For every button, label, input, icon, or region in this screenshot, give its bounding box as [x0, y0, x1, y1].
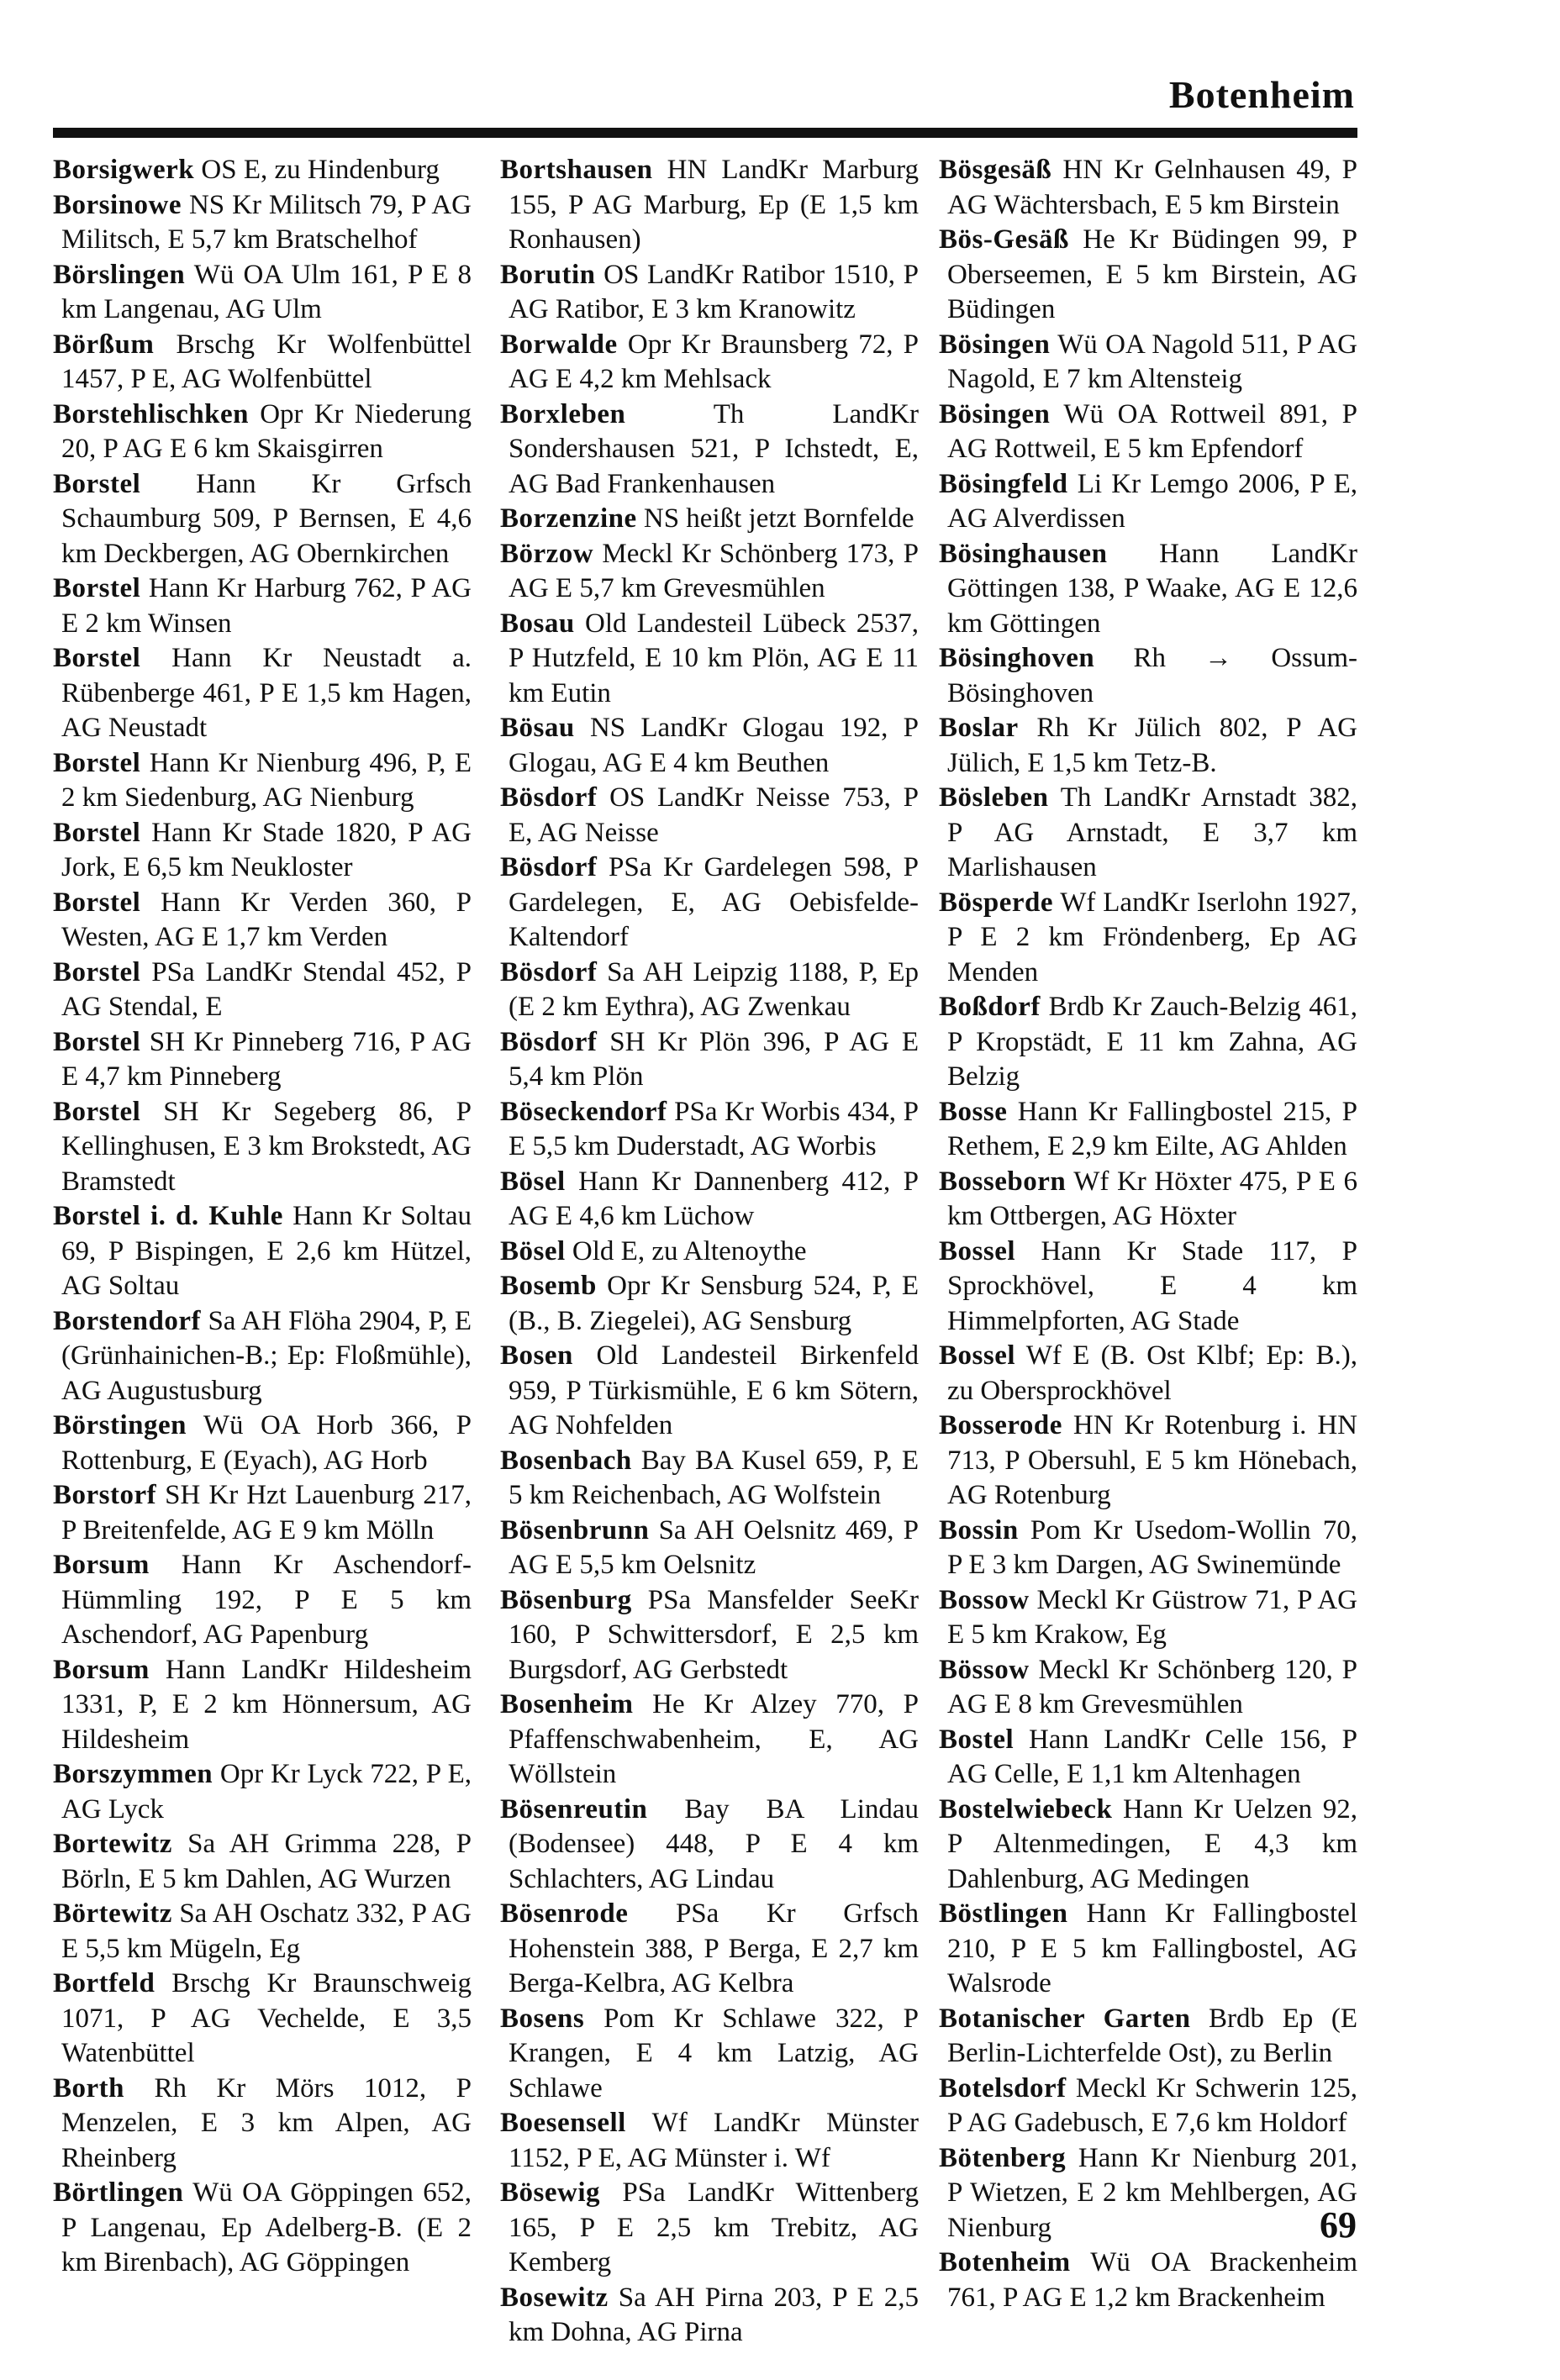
entry-details: Hann Kr Verden 360, P Westen, AG E 1,7 km Verden [61, 887, 472, 952]
entry-details: Old Landesteil Birkenfeld 959, P Türkismühle, E 6 km Sötern, AG Nohfelden [509, 1340, 919, 1440]
entry-details: Wü OA Horb 366, P Rottenburg, E (Eyach), AG Horb [61, 1410, 472, 1476]
entry-place-name: Borsum [53, 1550, 150, 1580]
running-head: Botenheim [1168, 73, 1355, 116]
gazetteer-entry [500, 1235, 919, 1270]
entry-details: OS LandKr Neisse 753, P E, AG Neisse [509, 782, 919, 848]
entry-details: Hann Kr Fallingbostel 215, P Rethem, E 2,9 km Eilte, AG Ahlden [947, 1096, 1358, 1161]
entry-place-name: Bortewitz [53, 1829, 172, 1859]
entry-place-name: Bösenburg [500, 1584, 632, 1615]
entry-place-name: Borutin [500, 259, 596, 290]
entry-details: Hann Kr Stade 117, P Sprockhövel, E 4 km Himmelpforten, AG Stade [947, 1235, 1357, 1336]
gazetteer-entry [500, 1514, 919, 1583]
entry-details: Bay BA Kusel 659, P, E 5 km Reichenbach, AG Wolfstein [509, 1445, 919, 1510]
entry-details: Brdb Ep (E Berlin-Lichterfelde Ost), zu Berlin [947, 2003, 1357, 2068]
entry-details: He Kr Büdingen 99, P Oberseemen, E 5 km Birstein, AG Büdingen [947, 224, 1358, 324]
gazetteer-entry [500, 328, 919, 398]
entry-details: Old E, zu Altenoythe [572, 1235, 807, 1266]
gazetteer-entry [53, 1757, 472, 1827]
entry-details: Hann Kr Neustadt a. Rübenberge 461, P E 1,5 km Hagen, AG Neustadt [61, 643, 472, 743]
entry-details: PSa LandKr Wittenberg 165, P E 2,5 km Trebitz, AG Kemberg [509, 2177, 920, 2277]
gazetteer-entry [939, 1514, 1357, 1583]
entry-place-name: Bösingfeld [939, 468, 1068, 499]
entry-details: Sa AH Grimma 228, P Börln, E 5 km Dahlen, AG Wurzen [61, 1829, 472, 1894]
gazetteer-entry [500, 502, 919, 537]
entry-place-name: Böseckendorf [500, 1096, 667, 1127]
entry-details: PSa Mansfelder SeeKr 160, P Schwittersdorf, E 2,5 km Burgsdorf, AG Gerbstedt [509, 1584, 919, 1685]
gazetteer-entry [500, 781, 919, 850]
entry-details: Th LandKr Arnstadt 382, P AG Arnstadt, E 3,7 km Marlishausen [947, 782, 1358, 882]
entry-place-name: Bortfeld [53, 1968, 155, 1998]
gazetteer-entry [53, 956, 472, 1025]
entry-place-name: Boslar [939, 713, 1019, 743]
entry-place-name: Borstel [53, 643, 141, 673]
entry-place-name: Borstel [53, 887, 141, 918]
entry-details: OS E, zu Hindenburg [201, 155, 440, 185]
entry-details: Wü OA Nagold 511, P AG Nagold, E 7 km Altensteig [947, 329, 1358, 394]
gazetteer-entry [939, 467, 1357, 537]
entry-details: He Kr Alzey 770, P Pfaffenschwabenheim, E, AG Wöllstein [509, 1689, 919, 1789]
gazetteer-entry [939, 641, 1357, 711]
entry-place-name: Bostel [939, 1724, 1015, 1755]
entry-place-name: Bösperde [939, 887, 1053, 918]
entry-details: Opr Kr Braunsberg 72, P AG E 4,2 km Mehlsack [509, 329, 920, 394]
entry-details: Pom Kr Usedom-Wollin 70, P E 3 km Dargen, AG Swinemünde [947, 1514, 1357, 1580]
entry-details: Wü OA Göppingen 652, P Langenau, Ep Adelberg-B. (E 2 km Birenbach), AG Göppingen [61, 2177, 472, 2277]
gazetteer-entry [53, 641, 472, 746]
gazetteer-entry [500, 2106, 919, 2176]
entry-place-name: Boßdorf [939, 992, 1041, 1022]
entry-place-name: Bötenberg [939, 2142, 1067, 2173]
gazetteer-entry [53, 2176, 472, 2281]
gazetteer-entry [500, 1583, 919, 1688]
entry-place-name: Bösleben [939, 782, 1049, 813]
gazetteer-entry [939, 2072, 1357, 2141]
entry-place-name: Borstel [53, 573, 141, 603]
gazetteer-entry [500, 2002, 919, 2107]
entry-place-name: Borstel [53, 747, 141, 778]
entry-place-name: Bösenbrunn [500, 1514, 650, 1545]
gazetteer-entry [500, 1025, 919, 1095]
entry-details: HN Kr Gelnhausen 49, P AG Wächtersbach, E 5 km Birstein [947, 155, 1357, 220]
page-number: 69 [1320, 2204, 1357, 2246]
gazetteer-entry [53, 398, 472, 467]
entry-details: SH Kr Segeberg 86, P Kellinghusen, E 3 km Brokstedt, AG Bramstedt [61, 1096, 472, 1197]
gazetteer-entry [939, 781, 1357, 886]
entry-place-name: Borstel [53, 817, 141, 848]
gazetteer-entry [939, 1793, 1357, 1898]
entry-place-name: Bösel [500, 1166, 566, 1197]
gazetteer-entry [500, 1793, 919, 1898]
entry-place-name: Botelsdorf [939, 2072, 1067, 2104]
entry-place-name: Bossow [939, 1584, 1030, 1615]
gazetteer-entry [53, 746, 472, 816]
gazetteer-entry [939, 398, 1357, 467]
entry-details: Meckl Kr Schwerin 125, P AG Gadebusch, E 7,6 km Holdorf [947, 2072, 1358, 2138]
entry-details: Hann Kr Harburg 762, P AG E 2 km Winsen [61, 573, 472, 639]
entry-details: OS LandKr Ratibor 1510, P AG Ratibor, E 3 km Kranowitz [509, 259, 920, 324]
gazetteer-entry [939, 1897, 1357, 2002]
entry-details: PSa Kr Worbis 434, P E 5,5 km Duderstadt, AG Worbis [509, 1096, 920, 1161]
entry-details: PSa Kr Grfsch Hohenstein 388, P Berga, E 2,7 km Berga-Kelbra, AG Kelbra [509, 1898, 919, 1998]
entry-place-name: Bösingen [939, 329, 1051, 360]
entry-place-name: Bösdorf [500, 782, 598, 813]
entry-details: Sa AH Oelsnitz 469, P AG E 5,5 km Oelsnitz [509, 1514, 920, 1580]
entry-place-name: Bossel [939, 1235, 1016, 1266]
gazetteer-entry [939, 223, 1357, 328]
gazetteer-entry [939, 2246, 1357, 2315]
gazetteer-entry [939, 1653, 1357, 1723]
entry-place-name: Bösdorf [500, 1026, 598, 1057]
gazetteer-entry [53, 1095, 472, 1200]
entry-details: SH Kr Hzt Lauenburg 217, P Breitenfelde, AG E 9 km Mölln [61, 1480, 472, 1545]
entry-details: Hann Kr Stade 1820, P AG Jork, E 6,5 km Neukloster [61, 817, 472, 882]
gazetteer-entry [500, 1165, 919, 1235]
gazetteer-entry [53, 153, 472, 188]
entry-place-name: Bosen [500, 1340, 573, 1371]
column-2 [500, 153, 919, 2351]
entry-details: SH Kr Plön 396, P AG E 5,4 km Plön [509, 1026, 920, 1092]
entry-place-name: Bösel [500, 1235, 566, 1266]
entry-place-name: Bosenheim [500, 1689, 634, 1719]
entry-details: Hann LandKr Göttingen 138, P Waake, AG E 12,6 km Göttingen [947, 538, 1358, 639]
gazetteer-entry [939, 1723, 1357, 1793]
entry-details: Hann Kr Fallingbostel 210, P E 5 km Fallingbostel, AG Walsrode [947, 1898, 1357, 1998]
entry-place-name: Börstingen [53, 1410, 187, 1440]
entry-details: HN Kr Rotenburg i. HN 713, P Obersuhl, E 5 km Hönebach, AG Rotenburg [947, 1410, 1357, 1510]
entry-details: Brschg Kr Wolfenbüttel 1457, P E, AG Wolfenbüttel [61, 329, 472, 394]
gazetteer-entry [53, 1409, 472, 1478]
gazetteer-entry [53, 1967, 472, 2072]
entry-place-name: Börzow [500, 538, 594, 569]
entry-details: Hann Kr Aschendorf-Hümmling 192, P E 5 km Aschendorf, AG Papenburg [61, 1550, 472, 1650]
entry-details: Wf LandKr Münster 1152, P E, AG Münster i. Wf [509, 2108, 919, 2173]
gazetteer-entry [53, 188, 472, 258]
gazetteer-entry [53, 1199, 472, 1304]
entry-place-name: Bösewig [500, 2177, 600, 2208]
entry-place-name: Bösdorf [500, 956, 598, 987]
entry-details: Hann LandKr Celle 156, P AG Celle, E 1,1 km Altenhagen [947, 1724, 1357, 1789]
gazetteer-entry [53, 1478, 472, 1548]
entry-details: Hann Kr Dannenberg 412, P AG E 4,6 km Lüchow [509, 1166, 919, 1231]
gazetteer-entry [53, 258, 472, 328]
entry-place-name: Bösinghoven [939, 643, 1095, 673]
entry-place-name: Borstehlischken [53, 398, 250, 429]
entry-place-name: Bossin [939, 1514, 1019, 1545]
entry-place-name: Böstlingen [939, 1898, 1068, 1929]
entry-place-name: Borstorf [53, 1480, 157, 1510]
entry-details: Li Kr Lemgo 2006, P E, AG Alverdissen [947, 468, 1358, 534]
gazetteer-entry [939, 1409, 1357, 1514]
gazetteer-entry [939, 711, 1357, 781]
entry-place-name: Borxleben [500, 398, 626, 429]
entry-details: Sa AH Leipzig 1188, P, Ep (E 2 km Eythra), AG Zwenkau [509, 956, 919, 1022]
entry-place-name: Börslingen [53, 259, 186, 290]
gazetteer-entry [500, 398, 919, 503]
entry-place-name: Bosenbach [500, 1445, 632, 1476]
entry-place-name: Borstel i. d. Kuhle [53, 1201, 283, 1231]
entry-details: NS heißt jetzt Bornfelde [643, 503, 914, 534]
entry-place-name: Borszymmen [53, 1759, 213, 1789]
entry-place-name: Bosewitz [500, 2282, 609, 2313]
entry-place-name: Bortshausen [500, 155, 653, 185]
gazetteer-entry [53, 1304, 472, 1409]
entry-details: Old Landesteil Lübeck 2537, P Hutzfeld, E 10 km Plön, AG E 11 km Eutin [509, 608, 919, 708]
entry-details: Hann Kr Uelzen 92, P Altenmedingen, E 4,3 km Dahlenburg, AG Medingen [947, 1793, 1357, 1894]
entry-place-name: Bosemb [500, 1271, 597, 1301]
entry-place-name: Bösdorf [500, 852, 598, 882]
entry-details: Brdb Kr Zauch-Belzig 461, P Kropstädt, E 11 km Zahna, AG Belzig [947, 992, 1358, 1092]
gazetteer-entry [939, 1339, 1357, 1409]
header-rule [53, 128, 1357, 138]
gazetteer-entry [500, 153, 919, 258]
entry-place-name: Bösgesäß [939, 155, 1052, 185]
entry-place-name: Börßum [53, 329, 155, 360]
entry-place-name: Bostelwiebeck [939, 1793, 1113, 1824]
entry-place-name: Borsinowe [53, 189, 182, 220]
gazetteer-entry [500, 537, 919, 607]
entry-details: Th LandKr Sondershausen 521, P Ichstedt, E, AG Bad Frankenhausen [509, 398, 919, 499]
entry-details: PSa LandKr Stendal 452, P AG Stendal, E [61, 956, 472, 1022]
entry-place-name: Botenheim [939, 2247, 1071, 2277]
gazetteer-entry [500, 1339, 919, 1444]
entry-place-name: Bösenreutin [500, 1793, 648, 1824]
gazetteer-entry [939, 2002, 1357, 2072]
entry-place-name: Borstel [53, 1026, 141, 1057]
entry-details: NS LandKr Glogau 192, P Glogau, AG E 4 km Beuthen [509, 713, 920, 778]
entry-place-name: Borwalde [500, 329, 618, 360]
gazetteer-entry [500, 2176, 919, 2281]
entry-place-name: Boesensell [500, 2108, 626, 2138]
entry-details: Brschg Kr Braunschweig 1071, P AG Vechelde, E 3,5 Watenbüttel [61, 1968, 472, 2068]
gazetteer-entry [53, 328, 472, 398]
entry-place-name: Botanischer Garten [939, 2003, 1191, 2034]
gazetteer-entry [939, 153, 1357, 223]
entry-details: Wü OA Ulm 161, P E 8 km Langenau, AG Ulm [61, 259, 472, 324]
entry-place-name: Bosens [500, 2003, 585, 2034]
entry-details: Meckl Kr Schönberg 173, P AG E 5,7 km Grevesmühlen [509, 538, 919, 603]
entry-details: Wü OA Brackenheim 761, P AG E 1,2 km Brackenheim [947, 2247, 1357, 2313]
entry-place-name: Borth [53, 2072, 124, 2104]
entry-place-name: Bossel [939, 1340, 1016, 1371]
gazetteer-entry [53, 467, 472, 572]
gazetteer-entry [53, 886, 472, 956]
entry-details: Wf Kr Höxter 475, P E 6 km Ottbergen, AG Höxter [947, 1166, 1357, 1231]
entry-place-name: Borstel [53, 956, 141, 987]
gazetteer-entry [53, 2072, 472, 2177]
entry-place-name: Bösinghausen [939, 538, 1108, 569]
entry-details: Opr Kr Sensburg 524, P, E (B., B. Ziegelei), AG Sensburg [509, 1271, 920, 1336]
entry-details: SH Kr Pinneberg 716, P AG E 4,7 km Pinneberg [61, 1026, 472, 1092]
entry-place-name: Borstendorf [53, 1305, 201, 1336]
entry-place-name: Borsigwerk [53, 155, 195, 185]
gazetteer-entry [53, 816, 472, 886]
entry-details: Opr Kr Niederung 20, P AG E 6 km Skaisgirren [61, 398, 472, 464]
entry-place-name: Bosseborn [939, 1166, 1067, 1197]
entry-details: HN LandKr Marburg 155, P AG Marburg, Ep (E 1,5 km Ronhausen) [509, 155, 919, 255]
entry-details: Hann Kr Nienburg 201, P Wietzen, E 2 km Mehlbergen, AG Nienburg [947, 2142, 1357, 2243]
gazetteer-entry [939, 328, 1357, 398]
gazetteer-entry [500, 1897, 919, 2002]
entry-details: Sa AH Oschatz 332, P AG E 5,5 km Mügeln, Eg [61, 1898, 472, 1964]
entry-details: Meckl Kr Güstrow 71, P AG E 5 km Krakow, Eg [947, 1584, 1358, 1650]
gazetteer-entry [939, 1095, 1357, 1165]
entry-place-name: Bosau [500, 608, 575, 639]
gazetteer-entry [53, 1897, 472, 1967]
entry-place-name: Bosse [939, 1096, 1008, 1127]
gazetteer-entry [500, 956, 919, 1025]
gazetteer-entry [939, 537, 1357, 642]
entry-place-name: Borsum [53, 1654, 150, 1685]
gazetteer-entry [53, 1827, 472, 1897]
entry-details: Hann Kr Soltau 69, P Bispingen, E 2,6 km Hützel, AG Soltau [61, 1201, 472, 1301]
entry-place-name: Bösingen [939, 398, 1051, 429]
gazetteer-entry [500, 711, 919, 781]
entry-details: Sa AH Flöha 2904, P, E (Grünhainichen-B.; Ep: Floßmühle), AG Augustusburg [61, 1305, 472, 1406]
entry-place-name: Börtewitz [53, 1898, 172, 1929]
gazetteer-entry [500, 258, 919, 328]
entry-details: Hann LandKr Hildesheim 1331, P, E 2 km Hönnersum, AG Hildesheim [61, 1654, 472, 1755]
gazetteer-entry [500, 1095, 919, 1165]
gazetteer-entry [939, 1165, 1357, 1235]
entry-details: Wf E (B. Ost Klbf; Ep: B.), zu Obersprockhövel [947, 1340, 1357, 1406]
entry-details: Wü OA Rottweil 891, P AG Rottweil, E 5 km Epfendorf [947, 398, 1357, 464]
entry-place-name: Bösau [500, 713, 575, 743]
entry-details: Rh → Ossum-Bösinghoven [947, 643, 1358, 708]
column-1 [53, 153, 472, 2281]
gazetteer-entry [939, 886, 1357, 991]
column-3 [939, 153, 1357, 2315]
gazetteer-entry [939, 1235, 1357, 1340]
entry-place-name: Bösenrode [500, 1898, 629, 1929]
entry-details: Meckl Kr Schönberg 120, P AG E 8 km Grevesmühlen [947, 1654, 1357, 1719]
gazetteer-entry [53, 1653, 472, 1758]
entry-details: Hann Kr Nienburg 496, P, E 2 km Siedenburg, AG Nienburg [61, 747, 472, 813]
entry-place-name: Bosserode [939, 1410, 1062, 1440]
entry-details: Bay BA Lindau (Bodensee) 448, P E 4 km Schlachters, AG Lindau [509, 1793, 920, 1894]
gazetteer-entry [53, 1025, 472, 1095]
gazetteer-entry [53, 571, 472, 641]
entry-details: Opr Kr Lyck 722, P E, AG Lyck [61, 1759, 472, 1824]
entry-place-name: Borzenzine [500, 503, 637, 534]
gazetteer-entry [500, 2281, 919, 2351]
entry-details: NS Kr Militsch 79, P AG Militsch, E 5,7 km Bratschelhof [61, 189, 472, 255]
gazetteer-entry [500, 1444, 919, 1514]
entry-place-name: Borstel [53, 468, 141, 499]
gazetteer-entry [939, 1583, 1357, 1653]
entry-place-name: Bössow [939, 1654, 1030, 1685]
gazetteer-entry [53, 1548, 472, 1653]
entry-place-name: Borstel [53, 1096, 141, 1127]
entry-place-name: Bös-Gesäß [939, 224, 1069, 255]
gazetteer-entry [500, 1688, 919, 1793]
entry-details: PSa Kr Gardelegen 598, P Gardelegen, E, AG Oebisfelde-Kaltendorf [509, 852, 920, 952]
entry-place-name: Börtlingen [53, 2177, 184, 2208]
gazetteer-entry [500, 850, 919, 956]
gazetteer-entry [500, 607, 919, 712]
gazetteer-entry [939, 990, 1357, 1095]
entry-details: Rh Kr Jülich 802, P AG Jülich, E 1,5 km Tetz-B. [947, 713, 1357, 778]
entry-details: Wf LandKr Iserlohn 1927, P E 2 km Fröndenberg, Ep AG Menden [947, 887, 1357, 987]
entry-details: Pom Kr Schlawe 322, P Krangen, E 4 km Latzig, AG Schlawe [509, 2003, 920, 2104]
gazetteer-entry [939, 2141, 1357, 2246]
gazetteer-entry [500, 1269, 919, 1339]
entry-details: Sa AH Pirna 203, P E 2,5 km Dohna, AG Pirna [509, 2282, 920, 2347]
entry-details: Hann Kr Grfsch Schaumburg 509, P Bernsen, E 4,6 km Deckbergen, AG Obernkirchen [61, 468, 472, 569]
entry-details: Rh Kr Mörs 1012, P Menzelen, E 3 km Alpen, AG Rheinberg [61, 2072, 472, 2173]
